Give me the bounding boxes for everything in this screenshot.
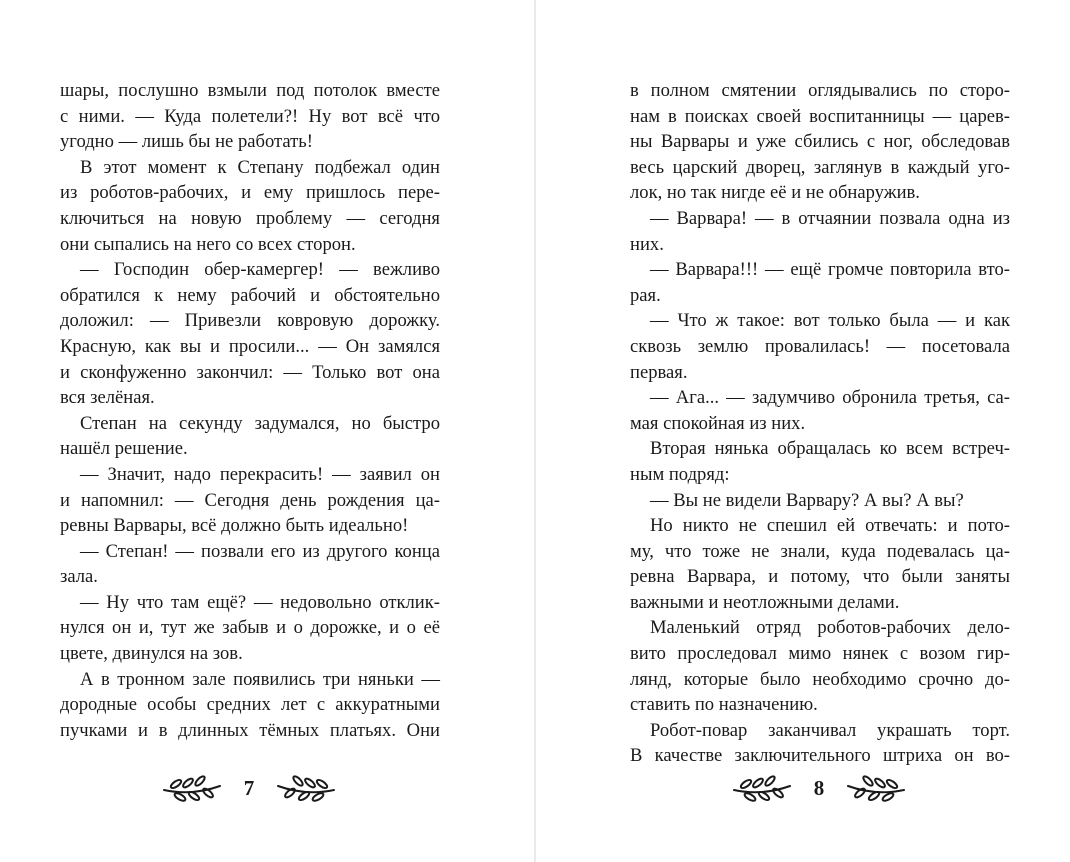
text-line: — Вы не видели Варвару? А вы? А вы? [650,489,964,511]
book-gutter [534,0,536,862]
text-line: вито проследовал мимо нянек с возом гир- [630,643,1010,665]
text-line: вся зелёная. [60,387,155,409]
text-line: лянд, которые было необходимо срочно до- [630,668,1010,690]
text-line: Но никто не спешил ей отвечать: и пото- [650,515,1010,537]
text-line: ставить по назначению. [630,694,818,716]
text-line: весь царский дворец, заглянув в каждый уго- [630,156,1010,178]
text-line: сквозь землю провалилась! — посетовала [630,335,1010,357]
text-line: — Ну что там ещё? — недовольно отклик- [80,591,440,613]
text-line: рая. [630,284,661,306]
text-line: В этот момент к Степану подбежал один [80,156,440,178]
text-line: — Варвара!!! — ещё громче повторила вто- [650,259,1010,281]
text-line: пучками и в длинных тёмных платьях. Они [60,719,440,741]
text-line: и сконфуженно закончил: — Только вот она [60,361,440,383]
laurel-sprig-icon [732,774,792,802]
text-line: В качестве заключительного штриха он во- [630,745,1010,767]
text-line: А в тронном зале появились три няньки — [80,668,440,690]
page-number: 8 [813,775,825,800]
text-line: нам в поисках своей воспитанницы — царев- [630,105,1010,127]
text-line: доложил: — Привезли ковровую дорожку. [60,310,440,332]
text-line: — Что ж такое: вот только была — и как [650,310,1010,332]
text-line: в полном смятении оглядывались по сторо- [630,80,1010,101]
laurel-sprig-icon [846,774,906,802]
text-line: — Варвара! — в отчаянии позвала одна из [650,207,1010,229]
text-line: дородные особы средних лет с аккуратными [60,694,440,716]
left-page-text [60,78,440,743]
text-line: — Степан! — позвали его из другого конца [80,540,440,562]
text-line: зала. [60,566,98,588]
laurel-sprig-icon [162,774,222,802]
page-number: 7 [243,775,255,800]
text-line: они сыпались на него со всех сторон. [60,233,356,255]
text-line: них. [630,233,664,255]
text-line: первая. [630,361,688,383]
text-line: ключиться на новую проблему — сегодня [60,207,440,229]
text-line: шары, послушно взмыли под потолок вместе [60,80,440,101]
text-line: ным подряд: [630,463,730,485]
text-line: нашёл решение. [60,438,188,460]
text-line: Степан на секунду задумался, но быстро [80,412,440,434]
text-line: обратился к нему рабочий и обстоятельно [60,284,440,306]
right-page-folio [732,770,906,806]
text-line: ны Варвары и уже сбились с ног, обследовав [630,131,1010,153]
text-line: лок, но так нигде её и не обнаружив. [630,182,920,204]
text-line: — Господин обер-камергер! — вежливо [80,259,440,281]
left-page-folio [162,770,336,806]
text-line: — Ага... — задумчиво обронила третья, са- [650,387,1010,409]
text-line: ревна Варвара, и потому, что были заняты [630,566,1010,588]
text-line: с ними. — Куда полетели?! Ну вот всё что [60,105,440,127]
text-line: Красную, как вы и просили... — Он замялся [60,335,440,357]
text-line: и напомнил: — Сегодня день рождения ца- [60,489,440,511]
right-page-text [630,78,1010,769]
text-line: му, что тоже не знали, куда подевалась ца- [630,540,1010,562]
text-line: угодно — лишь бы не работать! [60,131,313,153]
text-line: мая спокойная из них. [630,412,806,434]
text-line: — Значит, надо перекрасить! — заявил он [80,463,440,485]
text-line: Маленький отряд роботов-рабочих дело- [650,617,1010,639]
text-line: Вторая нянька обращалась ко всем встреч- [650,438,1010,460]
text-line: важными и неотложными делами. [630,591,900,613]
text-line: ревны Варвары, всё должно быть идеально! [60,515,409,537]
laurel-sprig-icon [276,774,336,802]
text-line: Робот-повар заканчивал украшать торт. [650,719,1010,741]
text-line: цвете, двинулся на зов. [60,643,243,665]
text-line: из роботов-рабочих, и ему пришлось пере- [60,182,440,204]
text-line: нулся он и, тут же забыв и о дорожке, и о её [60,617,440,639]
